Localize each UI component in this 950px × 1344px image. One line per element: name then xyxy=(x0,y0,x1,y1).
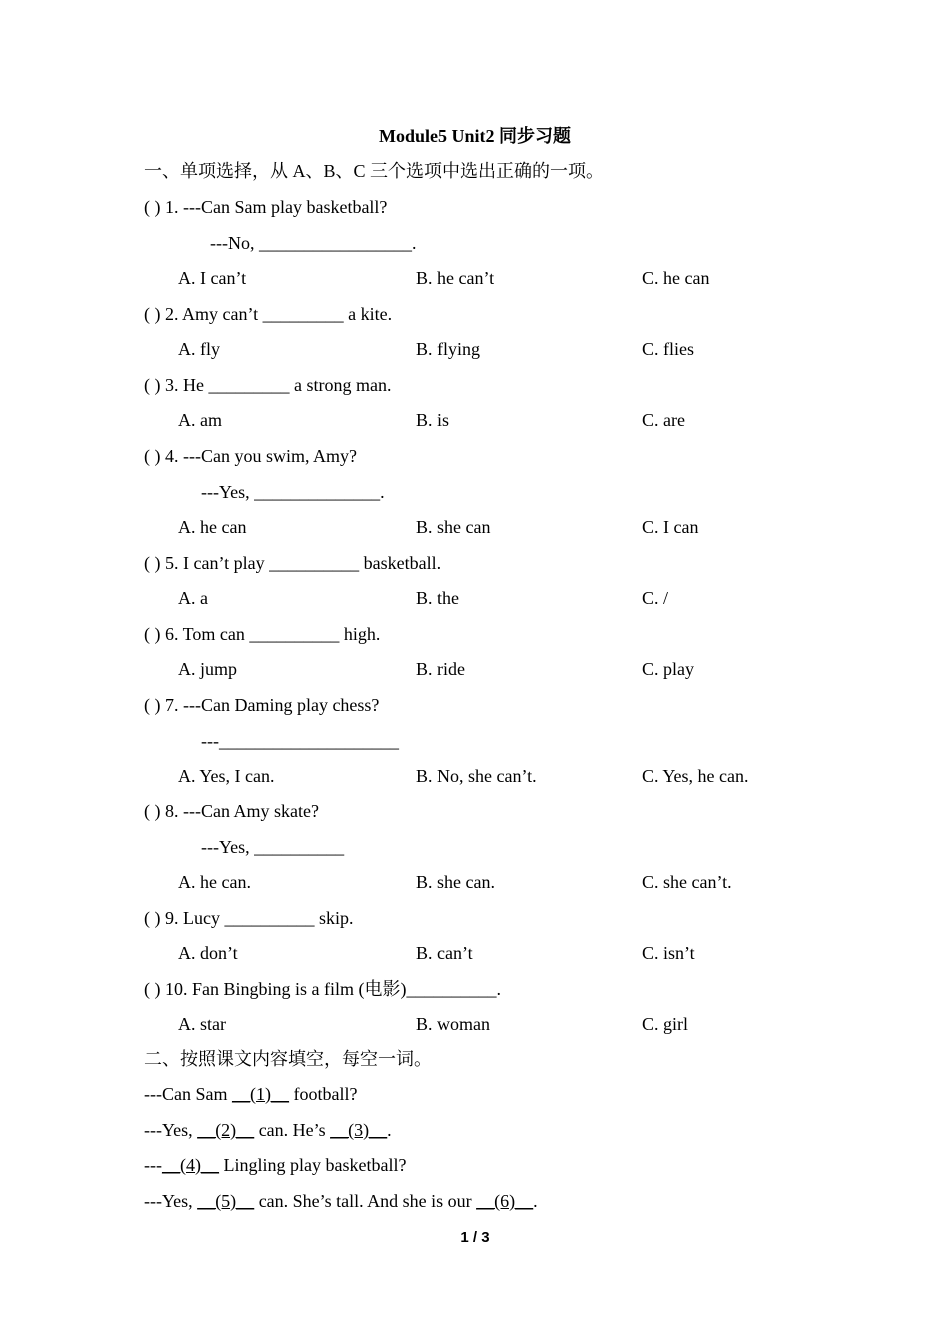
question-4-option-b: B. she can xyxy=(416,517,491,537)
question-1-stem: ( ) 1. ---Can Sam play basketball? xyxy=(144,197,388,217)
blank-1: __(1)__ xyxy=(231,1084,289,1104)
question-5-option-a: A. a xyxy=(178,588,208,608)
question-4-stem: ( ) 4. ---Can you swim, Amy? xyxy=(144,446,357,466)
question-3-option-b: B. is xyxy=(416,410,450,430)
question-7-option-c: C. Yes, he can. xyxy=(642,766,749,786)
question-2-stem: ( ) 2. Amy can’t _________ a kite. xyxy=(144,304,393,324)
question-7-answer-line: ---____________________ xyxy=(201,731,399,751)
question-9-option-c: C. isn’t xyxy=(642,943,695,963)
question-8-stem: ( ) 8. ---Can Amy skate? xyxy=(144,801,319,821)
question-4-option-a: A. he can xyxy=(178,517,247,537)
question-2-option-c: C. flies xyxy=(642,339,694,359)
dialogue-text: . xyxy=(533,1191,538,1211)
question-8-answer-line: ---Yes, __________ xyxy=(201,837,345,857)
blank-4: __(4)__ xyxy=(161,1155,219,1175)
question-8-option-c: C. she can’t. xyxy=(642,872,732,892)
question-10-option-b: B. woman xyxy=(416,1014,490,1034)
question-9-option-a: A. don’t xyxy=(178,943,238,963)
question-4-answer-line: ---Yes, ______________. xyxy=(201,482,385,502)
question-6-stem: ( ) 6. Tom can __________ high. xyxy=(144,624,381,644)
page-number: 1 / 3 xyxy=(460,1229,490,1246)
question-6-option-b: B. ride xyxy=(416,659,465,679)
dialogue-text: . xyxy=(387,1120,392,1140)
question-6-option-a: A. jump xyxy=(178,659,238,679)
question-9-option-b: B. can’t xyxy=(416,943,473,963)
question-5-option-b: B. the xyxy=(416,588,459,608)
question-5-option-c: C. / xyxy=(642,588,669,608)
dialogue-text: can. She’s tall. And she is our xyxy=(254,1191,477,1211)
question-3-option-a: A. am xyxy=(178,410,222,430)
blank-2: __(2)__ xyxy=(197,1120,255,1140)
question-2-option-b: B. flying xyxy=(416,339,481,359)
question-10-stem: ( ) 10. Fan Bingbing is a film (电影)__________. xyxy=(144,979,501,999)
section1-heading: 一、单项选择，从 A、B、C 三个选项中选出正确的一项。 xyxy=(144,161,605,181)
question-5-stem: ( ) 5. I can’t play __________ basketball. xyxy=(144,553,442,573)
question-1-option-b: B. he can’t xyxy=(416,268,495,288)
question-1-answer-line: ---No, _________________. xyxy=(210,233,417,253)
dialogue-text: ---Yes, xyxy=(144,1191,198,1211)
question-7-option-a: A. Yes, I can. xyxy=(178,766,275,786)
question-8-option-b: B. she can. xyxy=(416,872,495,892)
dialogue-line-3 xyxy=(144,1153,406,1177)
blank-3: __(3)__ xyxy=(330,1120,388,1140)
question-1-option-a: A. I can’t xyxy=(178,268,247,288)
dialogue-line-2 xyxy=(144,1118,392,1142)
dialogue-text: ---Yes, xyxy=(144,1120,198,1140)
question-8-option-a: A. he can. xyxy=(178,872,251,892)
section2-heading: 二、按照课文内容填空，每空一词。 xyxy=(144,1049,432,1069)
question-3-stem: ( ) 3. He _________ a strong man. xyxy=(144,375,392,395)
dialogue-line-1 xyxy=(144,1082,357,1106)
question-6-option-c: C. play xyxy=(642,659,694,679)
question-3-option-c: C. are xyxy=(642,410,685,430)
question-1-option-c: C. he can xyxy=(642,268,710,288)
question-7-stem: ( ) 7. ---Can Daming play chess? xyxy=(144,695,380,715)
dialogue-text: Lingling play basketball? xyxy=(218,1155,407,1175)
question-10-option-a: A. star xyxy=(178,1014,226,1034)
dialogue-text: football? xyxy=(288,1084,358,1104)
question-2-option-a: A. fly xyxy=(178,339,220,359)
page-title: Module5 Unit2 同步习题 xyxy=(378,126,571,146)
dialogue-line-4 xyxy=(144,1189,538,1213)
dialogue-text: ---Can Sam xyxy=(144,1084,232,1104)
dialogue-text: can. He’s xyxy=(254,1120,331,1140)
question-4-option-c: C. I can xyxy=(642,517,699,537)
dialogue-text: --- xyxy=(144,1155,162,1175)
question-9-stem: ( ) 9. Lucy __________ skip. xyxy=(144,908,354,928)
question-10-option-c: C. girl xyxy=(642,1014,689,1034)
blank-5: __(5)__ xyxy=(197,1191,255,1211)
question-7-option-b: B. No, she can’t. xyxy=(416,766,537,786)
blank-6: __(6)__ xyxy=(476,1191,534,1211)
